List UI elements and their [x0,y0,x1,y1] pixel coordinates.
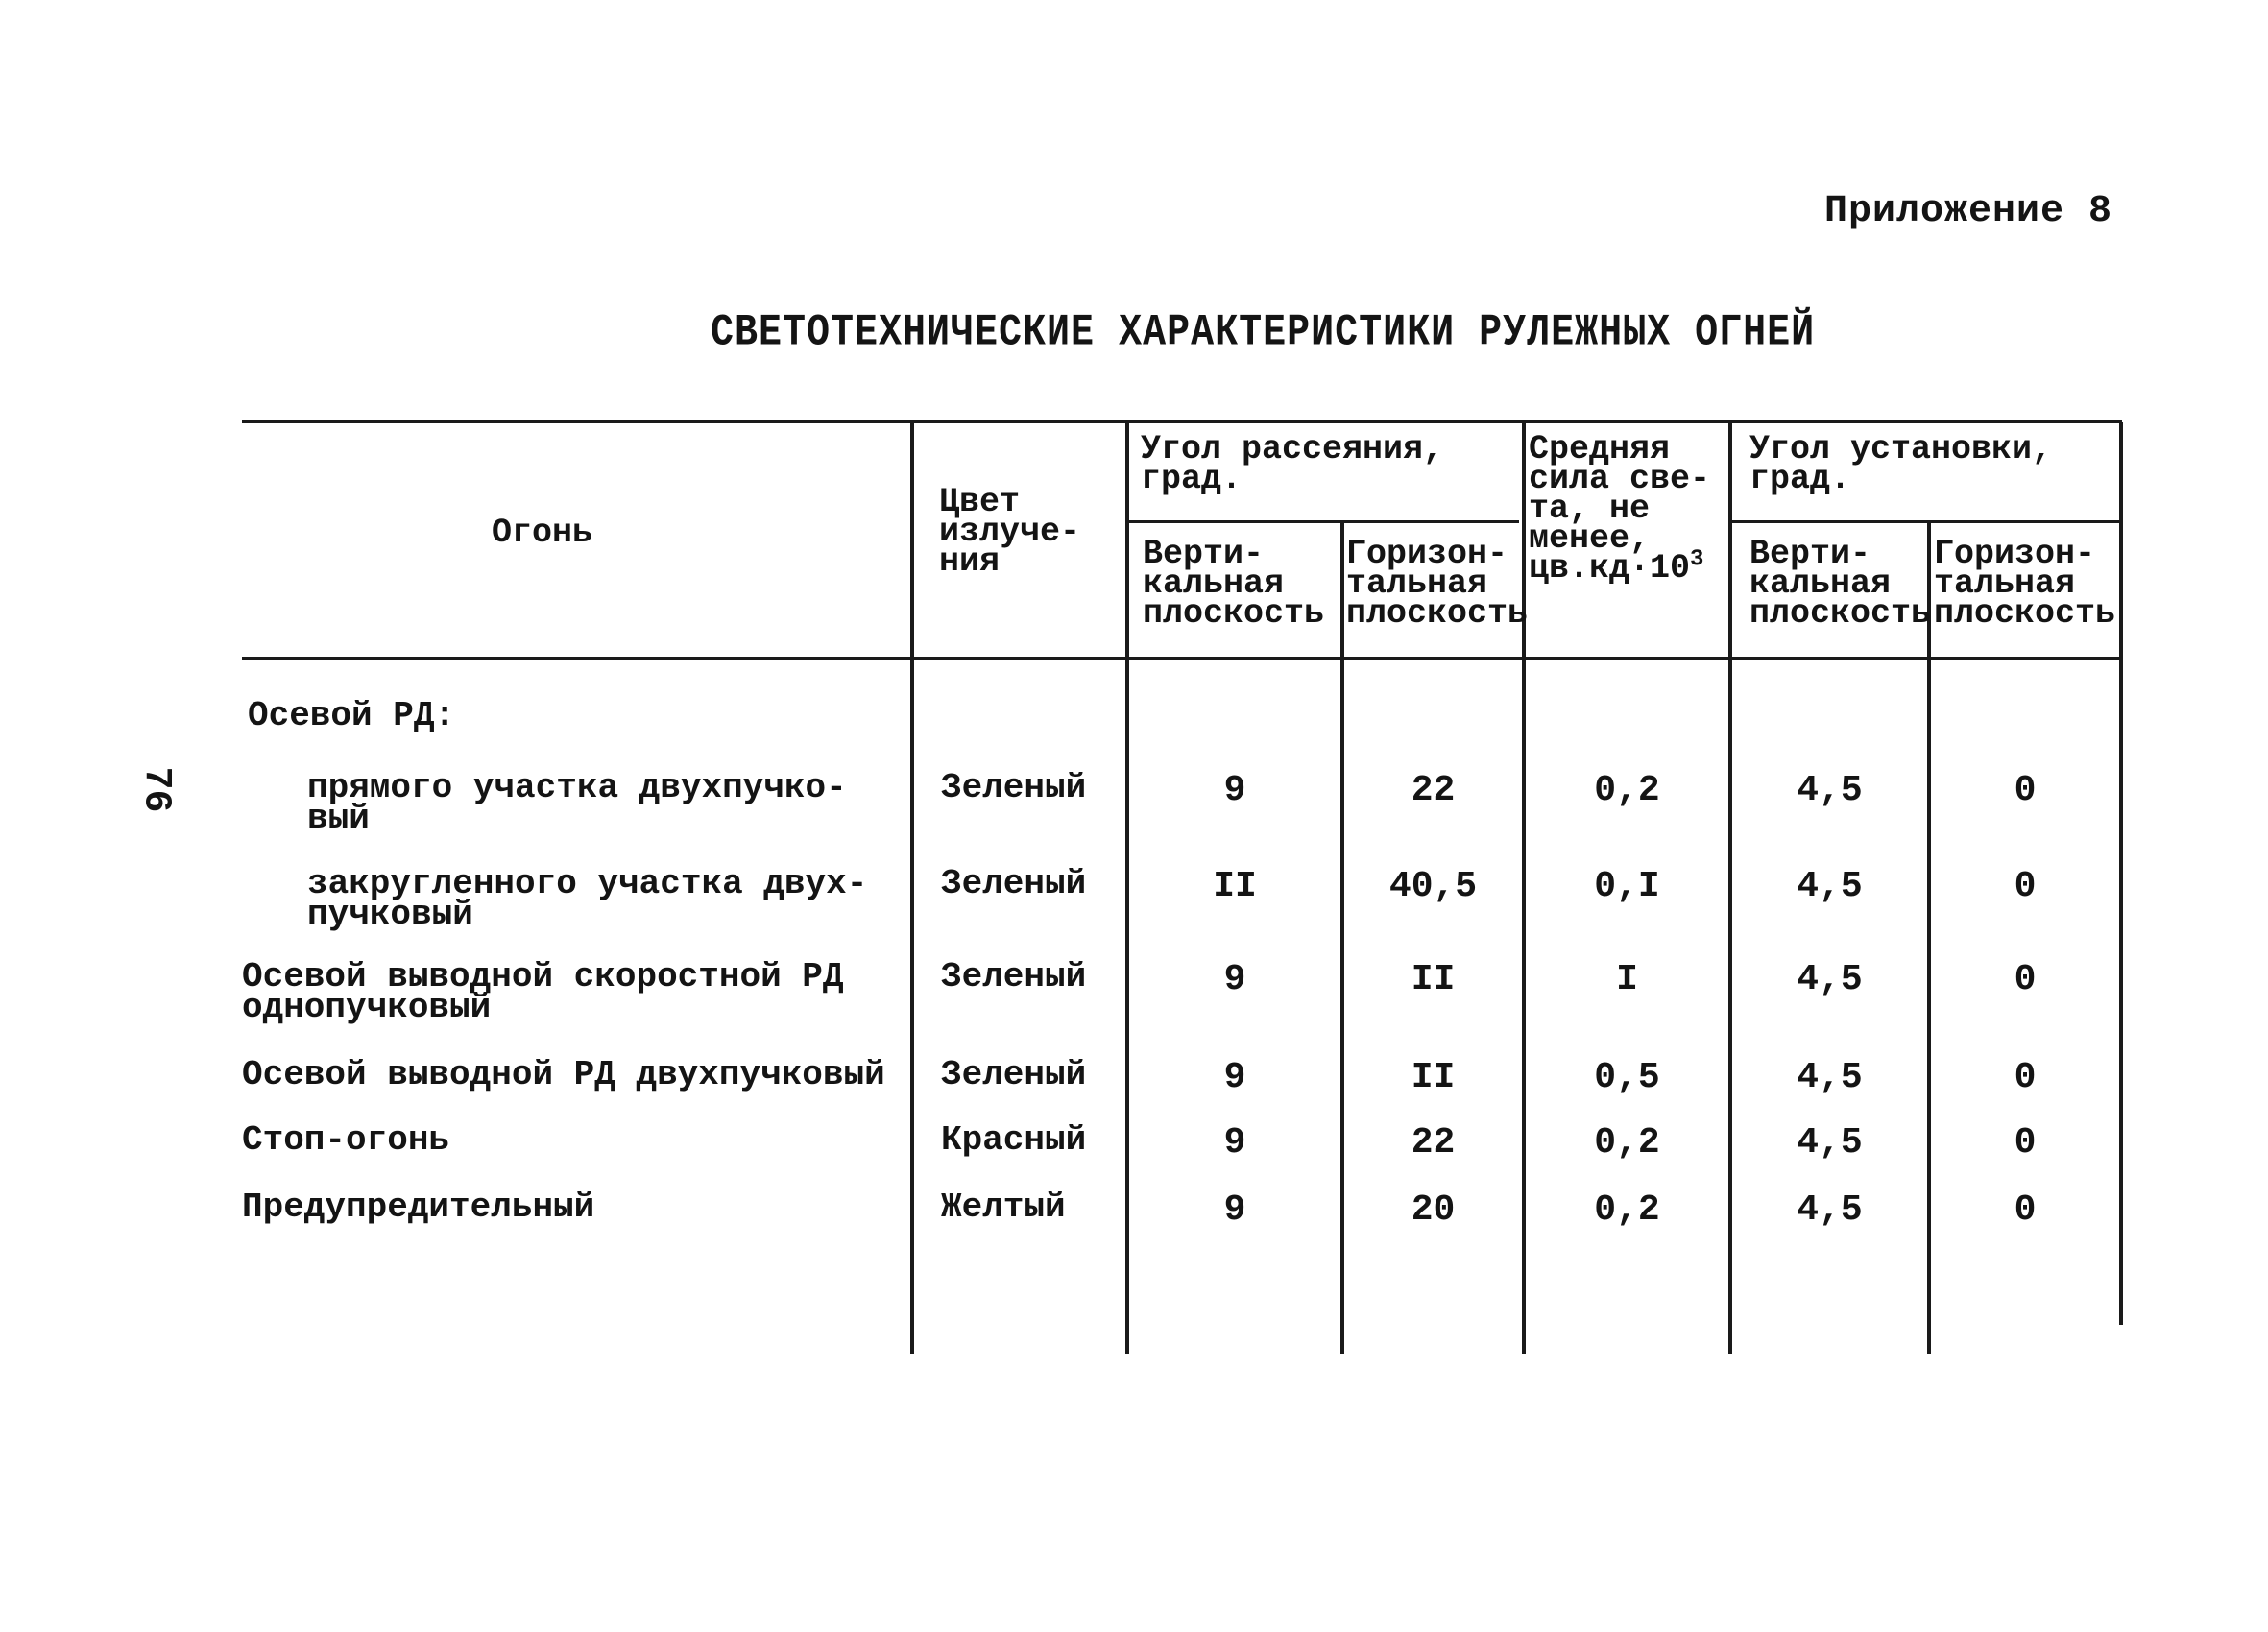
row-install-horizontal: 0 [2014,1057,2037,1098]
row-color: Красный [941,1120,1087,1160]
header-intensity [1529,430,1711,588]
row-scatter-vertical: 9 [1223,770,1246,811]
header-color: Цвет излуче- ния [939,483,1081,581]
row-color: Желтый [941,1188,1066,1227]
row-intensity: I [1616,959,1638,1000]
header-scatter-horizontal: Горизон- тальная плоскость [1346,535,1529,633]
header-light: Огонь [492,514,593,552]
row-install-vertical: 4,5 [1797,770,1863,811]
row-intensity: 0,2 [1594,770,1660,811]
header-install-angle: Угол установки, град. [1749,430,2053,498]
row-install-vertical: 4,5 [1797,1057,1863,1098]
header-bottom-rule [242,657,2122,660]
row-intensity: 0,2 [1594,1122,1660,1164]
scatter-subheader-rule [1125,520,1519,523]
row-scatter-horizontal: 20 [1411,1189,1456,1231]
row-intensity: 0,I [1594,866,1660,907]
header-intensity-exponent: 3 [1690,546,1704,573]
col-divider-7 [2119,422,2123,1325]
row-intensity: 0,5 [1594,1057,1660,1098]
row-scatter-horizontal: 40,5 [1388,866,1478,907]
row-light-name: Предупредительный [242,1188,595,1227]
page-number: 76 [133,766,178,813]
col-divider-3 [1340,523,1344,1354]
header-scatter-angle: Угол рассеяния, град. [1141,430,1444,498]
row-light-name: Осевой выводной скоростной РД однопучковый [242,957,844,1027]
row-install-vertical: 4,5 [1797,1189,1863,1231]
group-label: Осевой РД: [248,696,456,735]
row-scatter-horizontal: 22 [1411,1122,1456,1164]
col-divider-6 [1927,523,1931,1354]
row-install-horizontal: 0 [2014,959,2037,1000]
install-subheader-rule [1728,520,2122,523]
row-scatter-vertical: 9 [1223,1057,1246,1098]
header-intensity-text: Средняя сила све- та, не менее, цв.кд·10 [1529,430,1711,588]
row-scatter-horizontal: 22 [1411,770,1456,811]
row-light-name: Стоп-огонь [242,1120,450,1160]
row-install-vertical: 4,5 [1797,866,1863,907]
row-install-vertical: 4,5 [1797,959,1863,1000]
appendix-label: Приложение 8 [1824,190,2113,233]
row-install-vertical: 4,5 [1797,1122,1863,1164]
row-scatter-horizontal: II [1411,959,1456,1000]
row-intensity: 0,2 [1594,1189,1660,1231]
row-color: Зеленый [941,864,1087,903]
row-install-horizontal: 0 [2014,866,2037,907]
row-scatter-vertical: II [1213,866,1257,907]
document-title: СВЕТОТЕХНИЧЕСКИЕ ХАРАКТЕРИСТИКИ РУЛЕЖНЫХ ОГНЕЙ [711,308,1816,359]
row-install-horizontal: 0 [2014,770,2037,811]
header-scatter-vertical: Верти- кальная плоскость [1143,535,1325,633]
row-light-name: прямого участка двухпучко- вый [307,768,847,838]
table-top-rule [242,420,2122,423]
row-scatter-vertical: 9 [1223,959,1246,1000]
row-scatter-vertical: 9 [1223,1189,1246,1231]
row-color: Зеленый [941,768,1087,807]
row-light-name: закругленного участка двух- пучковый [307,864,868,934]
row-color: Зеленый [941,1055,1087,1094]
header-install-vertical: Верти- кальная плоскость [1749,535,1932,633]
row-scatter-horizontal: II [1411,1057,1456,1098]
row-color: Зеленый [941,957,1087,996]
header-install-horizontal: Горизон- тальная плоскость [1934,535,2116,633]
col-divider-1 [910,422,914,1354]
row-install-horizontal: 0 [2014,1122,2037,1164]
row-light-name: Осевой выводной РД двухпучковый [242,1055,885,1094]
row-install-horizontal: 0 [2014,1189,2037,1231]
row-scatter-vertical: 9 [1223,1122,1246,1164]
